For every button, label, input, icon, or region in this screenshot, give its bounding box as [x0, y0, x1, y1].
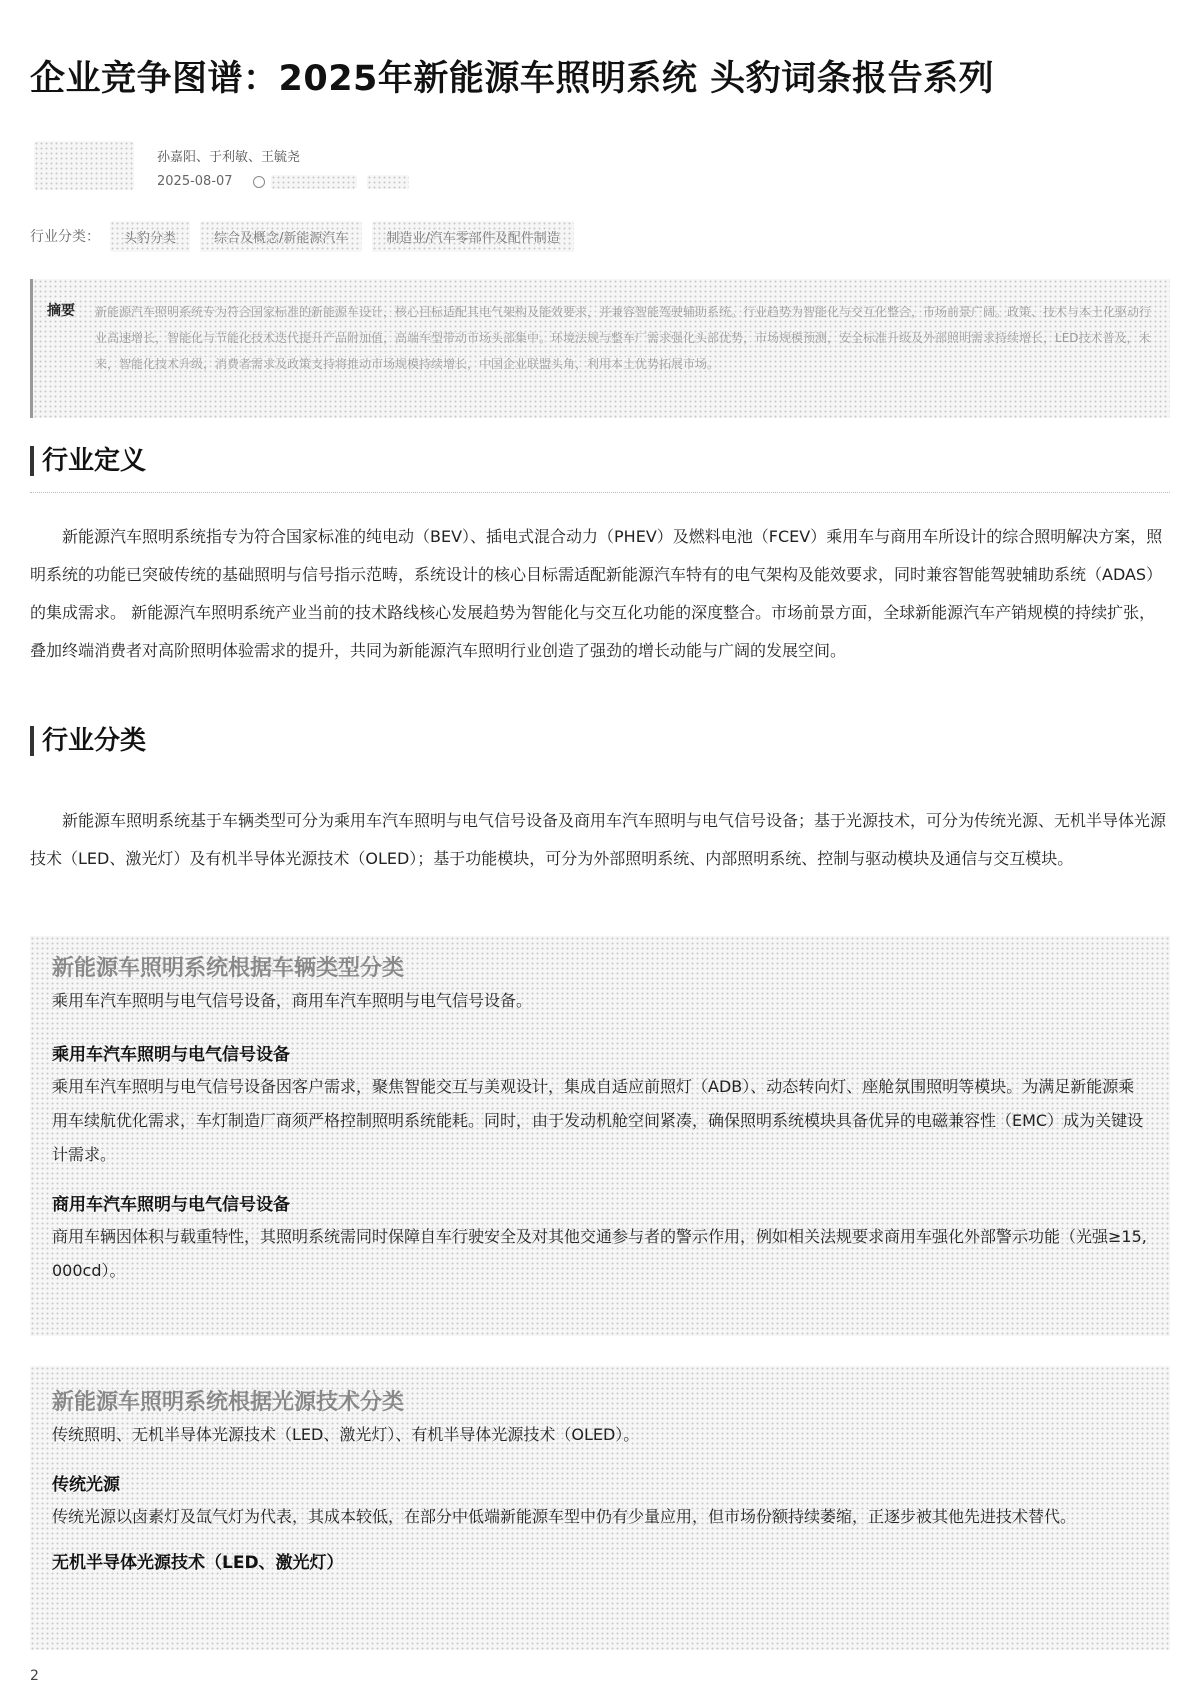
report-title: 企业竞争图谱：2025年新能源车照明系统 头豹词条报告系列 — [30, 59, 995, 99]
item-heading: 商用车汽车照明与电气信号设备 — [52, 1195, 290, 1215]
category-tag[interactable]: 综合及概念/新能源汽车 — [200, 221, 362, 252]
publish-date: 2025-08-07 — [157, 174, 233, 189]
meta-line — [157, 174, 409, 189]
category-tag[interactable]: 制造业/汽车零部件及配件制造 — [372, 221, 573, 252]
authors: 孙嘉阳、于利敏、王毓尧 — [157, 150, 301, 165]
author-avatar — [34, 141, 134, 190]
category-label: 行业分类： — [30, 229, 100, 245]
item-heading: 无机半导体光源技术（LED、激光灯） — [52, 1553, 344, 1573]
abstract-label: 摘要 — [47, 303, 75, 319]
section-heading-definition: 行业定义 — [30, 446, 146, 476]
classification-box-light-source — [30, 1366, 1170, 1650]
page-number: 2 — [30, 1668, 39, 1684]
item-heading: 传统光源 — [52, 1475, 120, 1495]
classification-paragraph: 新能源车照明系统基于车辆类型可分为乘用车汽车照明与电气信号设备及商用车汽车照明与电气信号设备；基于光源技术，可分为传统光源、无机半导体光源技术（LED、激光灯）及有机半导体光源技术（OLED）；基于功能模块，可分为外部照明系统、内部照明系统、控制与驱动模块及通信与交互模块。 — [30, 811, 1167, 868]
box-title: 新能源车照明系统根据光源技术分类 — [52, 1390, 405, 1415]
box-intro: 乘用车汽车照明与电气信号设备，商用车汽车照明与电气信号设备。 — [52, 991, 533, 1010]
item-text: 商用车辆因体积与载重特性，其照明系统需同时保障自车行驶安全及对其他交通参与者的警示作用，例如相关法规要求商用车强化外部警示功能（光强≥15,000cd）。 — [52, 1227, 1147, 1280]
item-heading: 乘用车汽车照明与电气信号设备 — [52, 1045, 290, 1065]
category-tag[interactable]: 头豹分类 — [110, 221, 190, 252]
box-intro: 传统照明、无机半导体光源技术（LED、激光灯）、有机半导体光源技术（OLED）。 — [52, 1425, 640, 1444]
item-text: 传统光源以卤素灯及氙气灯为代表，其成本较低，在部分中低端新能源车型中仍有少量应用，但市场份额持续萎缩，正逐步被其他先进技术替代。 — [52, 1507, 1077, 1526]
box-title: 新能源车照明系统根据车辆类型分类 — [52, 956, 405, 981]
category-row — [30, 221, 584, 251]
blurred-meta — [271, 175, 357, 189]
divider — [30, 492, 1170, 493]
blurred-meta-2 — [367, 175, 409, 189]
classification-box-vehicle-type — [30, 936, 1170, 1336]
abstract-text: 新能源汽车照明系统专为符合国家标准的新能源车设计，核心目标适配其电气架构及能效要求，并兼容智能驾驶辅助系统。行业趋势为智能化与交互化整合，市场前景广阔。政策、技术与本土化驱动行业高速增长，智能化与节能化技术迭代提升产品附加值，高端车型带动市场头部集中。环境法规与整车厂需求强化头部优势，市场规模预测，安全标准升级及外部照明需求持续增长，LED技术普及，未来，智能化技术升级，消费者需求及政策支持将推动市场规模持续增长，中国企业联盟头角，利用本土优势拓展市场。 — [95, 305, 1152, 371]
abstract-box — [30, 279, 1170, 418]
item-text: 乘用车汽车照明与电气信号设备因客户需求，聚焦智能交互与美观设计，集成自适应前照灯（ADB）、动态转向灯、座舱氛围照明等模块。为满足新能源乘用车续航优化需求，车灯制造厂商须严格控制照明系统能耗。同时，由于发动机舱空间紧凑，确保照明系统模块具备优异的电磁兼容性（EMC）成为关键设计需求。 — [52, 1077, 1144, 1164]
definition-paragraph: 新能源汽车照明系统指专为符合国家标准的纯电动（BEV）、插电式混合动力（PHEV）及燃料电池（FCEV）乘用车与商用车所设计的综合照明解决方案，照明系统的功能已突破传统的基础照明与信号指示范畴，系统设计的核心目标需适配新能源汽车特有的电气架构及能效要求，同时兼容智能驾驶辅助系统（ADAS）的集成需求。 新能源汽车照明系统产业当前的技术路线核心发展趋势为智能化与交互化功能的深度整合。市场前景方面，全球新能源汽车产销规模的持续扩张，叠加终端消费者对高阶照明体验需求的提升，共同为新能源汽车照明行业创造了强劲的增长动能与广阔的发展空间。 — [30, 527, 1163, 660]
clock-icon — [253, 176, 265, 188]
section-heading-classification: 行业分类 — [30, 726, 146, 756]
